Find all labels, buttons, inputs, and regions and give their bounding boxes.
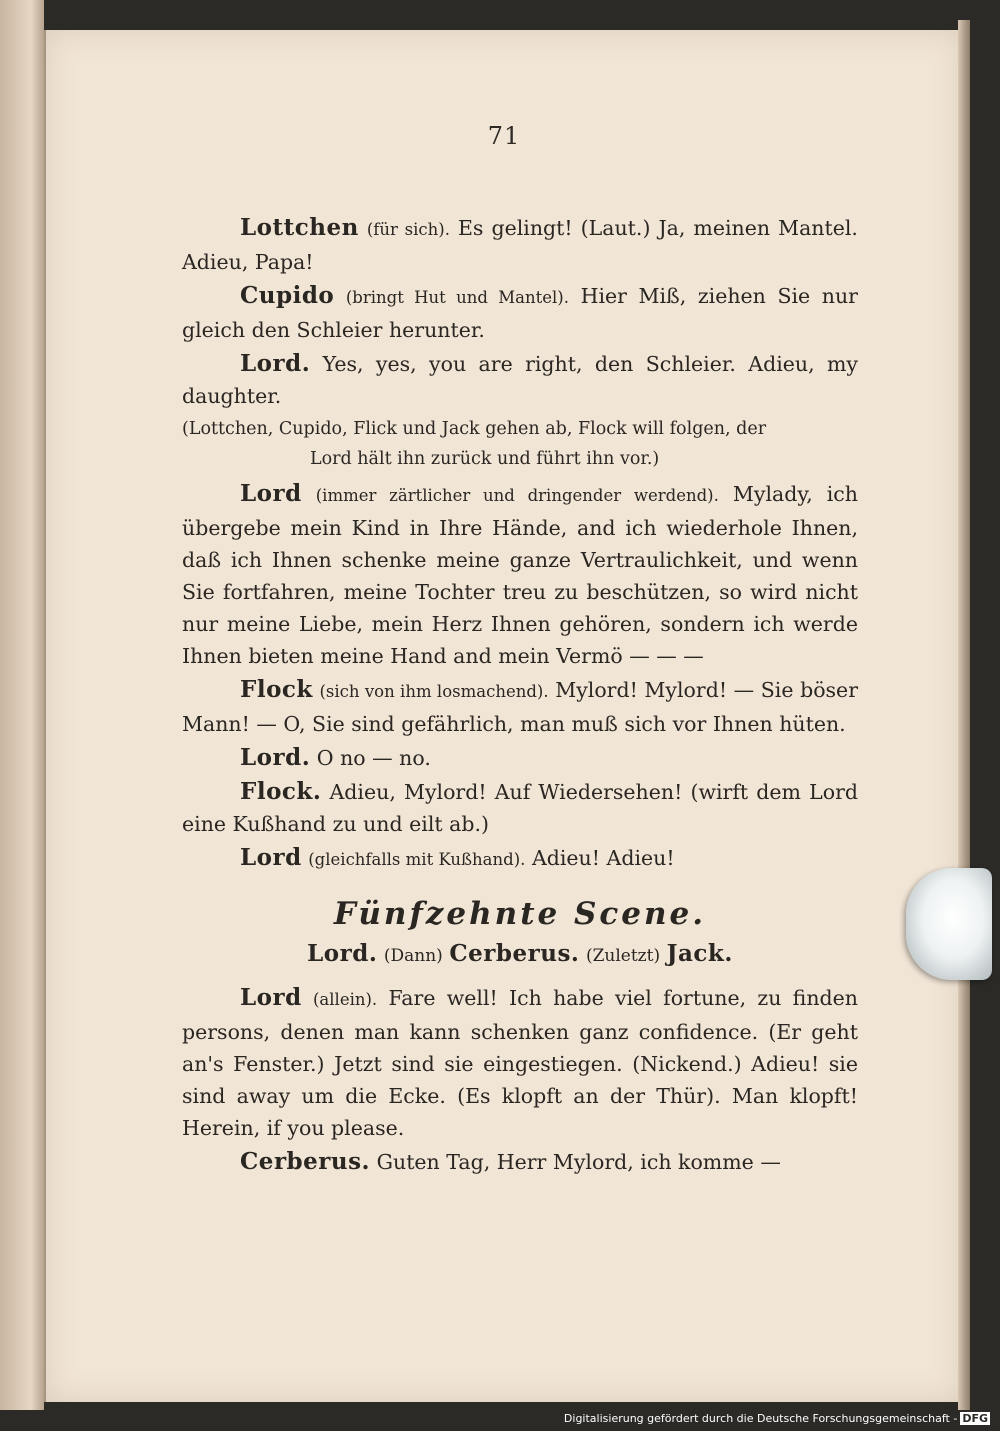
dfg-logo: DFG (962, 1412, 988, 1425)
stage-aside: (immer zärtlicher und dringender werdend). (315, 486, 719, 505)
speaker-name: Lord (240, 480, 302, 507)
speaker-name: Lord (240, 844, 302, 871)
stage-direction-continuation: Lord hält ihn zurück und führt ihn vor.) (310, 449, 660, 469)
speech-lord (182, 842, 858, 876)
right-page-edge (958, 20, 970, 1410)
stage-aside: (sich von ihm losmachend). (319, 682, 549, 701)
speaker-name: Lord. (240, 744, 311, 771)
speech-lord (182, 478, 858, 672)
speech-flock (182, 776, 858, 840)
page-tab-marker (906, 868, 992, 980)
page-text (182, 212, 858, 1180)
left-page-edge (0, 0, 44, 1410)
speech-text: Yes, yes, you are right, den Schleier. Adieu, my daughter. (182, 352, 858, 408)
cast-member: Lord. (307, 940, 378, 967)
speech-lottchen (182, 212, 858, 278)
speech-lord (182, 742, 858, 774)
speaker-name: Flock (240, 676, 313, 703)
page-number: 71 (487, 122, 521, 150)
scene-cast (182, 938, 858, 972)
speech-text: Guten Tag, Herr Mylord, ich komme — (376, 1150, 781, 1174)
speech-text: Es gelingt! (Laut.) Ja, meinen Mantel. Adieu, Papa! (182, 216, 858, 274)
cast-note: (Dann) (383, 946, 443, 966)
stage-aside: (für sich). (366, 220, 450, 239)
digitization-credit (564, 1412, 990, 1425)
speech-text: Mylady, ich übergebe mein Kind in Ihre Hände, and ich wiederhole Ihnen, daß ich Ihnen schenke meine ganze Vertraulichkeit, und wenn Sie fortfahren, meine Tochter treu zu beschützen, so wird nicht nur meine Liebe, mein Herz Ihnen gehören, sondern ich werde Ihnen bieten meine Hand and mein Vermö — — — (182, 482, 858, 668)
speech-text: Hier Miß, ziehen Sie nur gleich den Schleier herunter. (182, 284, 858, 342)
speech-lord (182, 348, 858, 412)
cast-member: Jack. (666, 940, 733, 967)
speech-text: Adieu! Adieu! (531, 846, 675, 870)
book-page (44, 30, 962, 1402)
stage-direction-line: (Lottchen, Cupido, Flick und Jack gehen ab, Flock will folgen, der (182, 419, 767, 439)
speech-cerberus (182, 1146, 858, 1178)
speech-text: Fare well! Ich habe viel fortune, zu finden persons, denen man kann schenken ganz confidence. (Er geht an's Fenster.) Jetzt sind sie eingestiegen. (Nickend.) Adieu! sie sind away um die Ecke. (Es klopft an der Thür). Man klopft! Herein, if you please. (182, 986, 858, 1140)
speech-cupido (182, 280, 858, 346)
stage-direction (182, 414, 858, 474)
stage-aside: (allein). (313, 990, 378, 1009)
speech-lord (182, 982, 858, 1144)
scene-title: Fünfzehnte Scene. (333, 896, 707, 932)
cast-member: Cerberus. (449, 940, 580, 967)
speech-text: Adieu, Mylord! Auf Wiedersehen! (wirft dem Lord eine Kußhand zu und eilt ab.) (182, 780, 858, 836)
speech-text: O no — no. (316, 746, 431, 770)
speaker-name: Cerberus. (240, 1148, 371, 1175)
speech-flock (182, 674, 858, 740)
speaker-name: Cupido (240, 282, 335, 309)
speaker-name: Lord (240, 984, 302, 1011)
speech-text: Mylord! Mylord! — Sie böser Mann! — O, Sie sind gefährlich, man muß sich vor Ihnen hüten. (182, 678, 858, 736)
credit-text: Digitalisierung gefördert durch die Deutsche Forschungsgemeinschaft - (563, 1412, 958, 1425)
speaker-name: Lottchen (240, 214, 359, 241)
speaker-name: Flock. (240, 778, 322, 805)
cast-note: (Zuletzt) (585, 946, 661, 966)
speaker-name: Lord. (240, 350, 311, 377)
stage-aside: (gleichfalls mit Kußhand). (308, 850, 526, 869)
stage-aside: (bringt Hut und Mantel). (345, 288, 569, 307)
